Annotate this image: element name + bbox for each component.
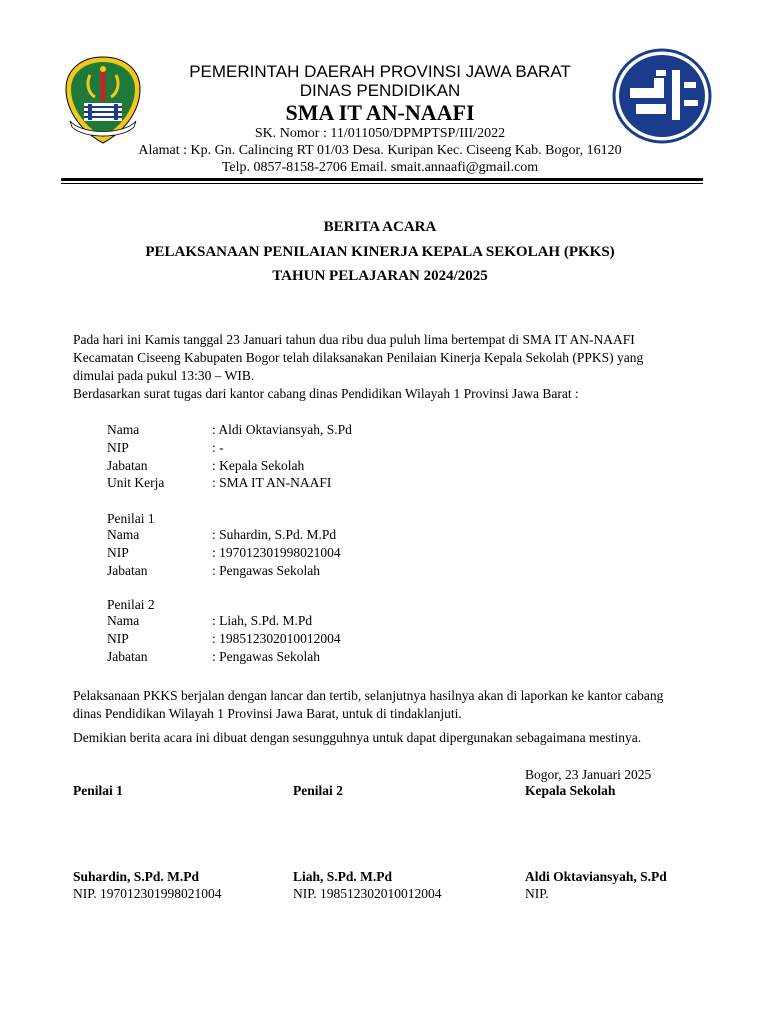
signature-role-penilai2: Penilai 2 [293,783,343,798]
label-nama: Nama [107,422,140,437]
label-nama: Nama [107,527,140,542]
penilai1-nama-value: : Suhardin, S.Pd. M.Pd [212,527,337,542]
signature-role-penilai1: Penilai 1 [73,783,123,798]
document-subtitle: PELAKSANAAN PENILAIAN KINERJA KEPALA SEKOLAH (PKKS) [145,244,615,260]
label-nip: NIP [107,545,129,560]
kepala-jabatan-value: : Kepala Sekolah [212,458,305,473]
signature-name-kepala: Aldi Oktaviansyah, S.Pd [525,869,667,884]
opening-paragraph-line1: Pada hari ini Kamis tanggal 23 Januari tahun dua ribu dua puluh lima bertempat di SMA IT AN-NAAFI [73,332,635,347]
signature-place-date: Bogor, 23 Januari 2025 [525,767,652,782]
penilai1-jabatan-value: : Pengawas Sekolah [212,563,320,578]
penilai2-nip-value: : 198512302010012004 [212,631,341,646]
kepala-nama-value: : Aldi Oktaviansyah, S.Pd [212,422,352,437]
signature-role-kepala: Kepala Sekolah [525,783,616,798]
letterhead-government: PEMERINTAH DAERAH PROVINSI JAWA BARAT [189,62,571,81]
label-unit-kerja: Unit Kerja [107,475,165,490]
document-title: BERITA ACARA [323,219,437,235]
kepala-unit-value: : SMA IT AN-NAAFI [212,475,332,490]
label-nama: Nama [107,613,140,628]
label-jabatan: Jabatan [107,563,148,578]
signature-nip-penilai2: NIP. 198512302010012004 [293,886,442,901]
assignment-paragraph: Berdasarkan surat tugas dari kantor cabang dinas Pendidikan Wilayah 1 Provinsi Jawa Barat : [73,386,579,401]
penilai2-jabatan-value: : Pengawas Sekolah [212,649,320,664]
letterhead-contact: Telp. 0857-8158-2706 Email. smait.annaafi@gmail.com [221,160,539,175]
penilai1-heading: Penilai 1 [107,511,155,526]
signature-name-penilai1: Suhardin, S.Pd. M.Pd [73,869,200,884]
label-nip: NIP [107,440,129,455]
opening-paragraph-line2: Kecamatan Ciseeng Kabupaten Bogor telah dilaksanakan Penilaian Kinerja Kepala Sekolah (PPKS) yang [73,350,644,365]
penilai1-nip-value: : 197012301998021004 [212,545,341,560]
signature-name-penilai2: Liah, S.Pd. M.Pd [293,869,393,884]
signature-nip-penilai1: NIP. 197012301998021004 [73,886,222,901]
letterhead-divider-thin [61,183,703,184]
result-paragraph-line1: Pelaksanaan PKKS berjalan dengan lancar dan tertib, selanjutnya hasilnya akan di laporkan ke kantor cabang [73,688,664,703]
kepala-nip-value: : - [212,440,224,455]
signature-nip-kepala: NIP. [525,886,549,901]
letterhead-sk-number: SK. Nomor : 11/011050/DPMPTSP/III/2022 [254,126,506,141]
closing-paragraph: Demikian berita acara ini dibuat dengan sesungguhnya untuk dapat dipergunakan sebagaimana mestinya. [73,730,642,745]
penilai2-heading: Penilai 2 [107,597,155,612]
label-jabatan: Jabatan [107,649,148,664]
result-paragraph-line2: dinas Pendidikan Wilayah 1 Provinsi Jawa Barat, untuk di tindaklanjuti. [73,706,462,721]
label-jabatan: Jabatan [107,458,148,473]
penilai2-nama-value: : Liah, S.Pd. M.Pd [212,613,313,628]
opening-paragraph-line3: dimulai pada pukul 13:30 – WIB. [73,368,255,383]
letterhead-address: Alamat : Kp. Gn. Calincing RT 01/03 Desa. Kuripan Kec. Ciseeng Kab. Bogor, 16120 [138,143,622,158]
letterhead-department: DINAS PENDIDIKAN [299,81,461,100]
document-school-year: TAHUN PELAJARAN 2024/2025 [272,268,488,284]
letterhead-school-name: SMA IT AN-NAAFI [285,100,475,125]
label-nip: NIP [107,631,129,646]
letterhead-divider-thick [61,178,703,181]
